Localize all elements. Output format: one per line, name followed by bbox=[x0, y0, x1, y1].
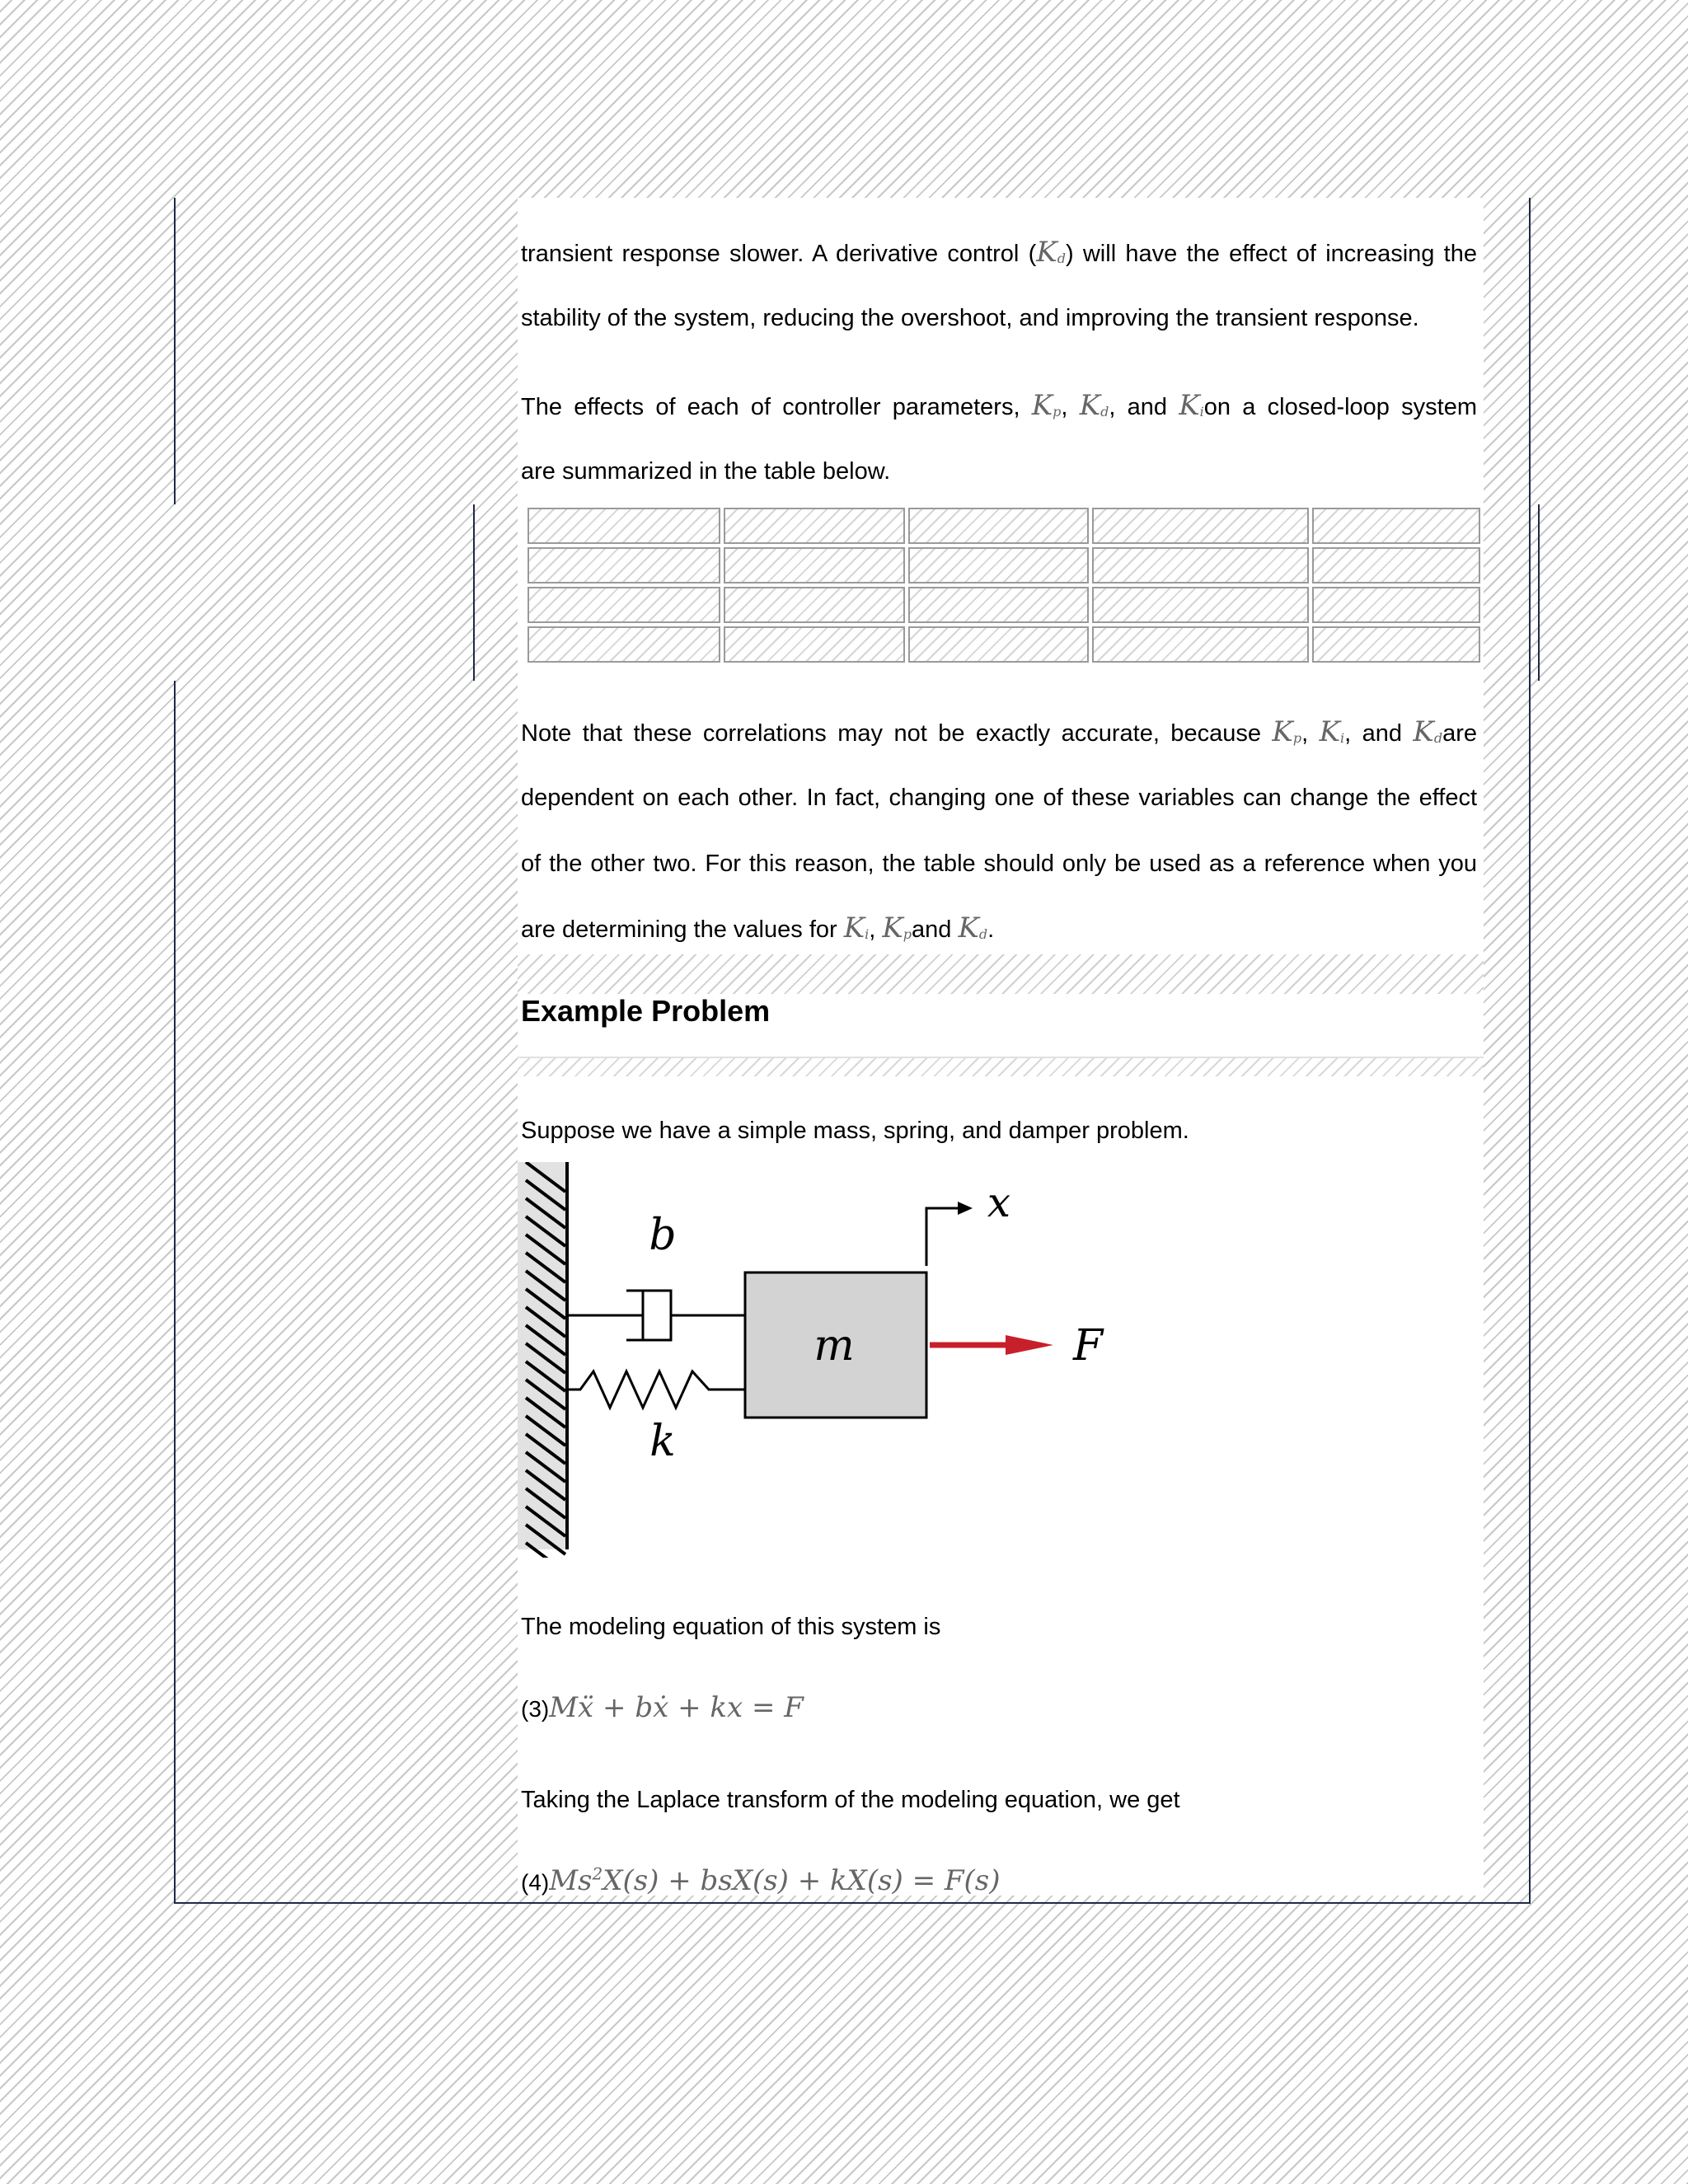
frame-left-top bbox=[174, 198, 176, 504]
math-ki: $K_i$ bbox=[1179, 389, 1204, 422]
math-kp: $K_p$ bbox=[1031, 389, 1062, 422]
paragraph-derivative-line2: stability of the system, reducing the overshoot, and improving the transient response. bbox=[521, 305, 1419, 331]
label-m: m bbox=[814, 1321, 855, 1371]
heading-divider bbox=[518, 1057, 1484, 1076]
mass-spring-damper-diagram bbox=[518, 1162, 1111, 1558]
force-arrow bbox=[930, 1335, 1053, 1355]
paragraph-note-line4: are determining the values for $K_i$, $K_pand$ $K_d$. bbox=[521, 912, 995, 944]
math-kd: $K_d$ bbox=[1413, 715, 1443, 748]
paragraph-effects-line2: are summarized in the table below. bbox=[521, 458, 891, 485]
table-row bbox=[528, 547, 1480, 583]
table-row bbox=[528, 587, 1480, 623]
equation-number: (4) bbox=[521, 1869, 550, 1896]
text: transient response slower. A derivative control ( bbox=[521, 241, 1037, 267]
paragraph-laplace: Taking the Laplace transform of the modeling equation, we get bbox=[521, 1787, 1180, 1813]
equation-3 bbox=[521, 1691, 1477, 1726]
paragraph-effects: The effects of each of controller parameters, $K_p$, $K_d$, and $K_ion$ a closed-loop system bbox=[521, 389, 1478, 422]
section-heading: Example Problem bbox=[521, 994, 771, 1028]
math-kp: $K_p$ bbox=[882, 912, 912, 944]
math-kd: $K_d$ bbox=[1036, 236, 1066, 269]
equation-expression: Mẍ + bẋ + kx = F bbox=[549, 1691, 804, 1724]
label-k: k bbox=[649, 1417, 676, 1466]
paragraph-modeling: The modeling equation of this system is bbox=[521, 1614, 941, 1640]
paragraph-note: Note that these correlations may not be exactly accurate, because $K_p$, $K_i$, and $K_dare$ bbox=[521, 715, 1477, 748]
equation-4 bbox=[521, 1858, 1477, 1899]
article-content bbox=[518, 198, 1484, 1896]
frame-bottom bbox=[174, 1902, 1531, 1904]
wall bbox=[518, 1162, 567, 1558]
math-ki: $K_i$ bbox=[1319, 715, 1345, 748]
paragraph-note-line3: of the other two. For this reason, the table should only be used as a reference when you bbox=[521, 851, 1477, 877]
equation-expression: $Ms^2X(s) + bsX(s) + kX(s) = F(s)$ bbox=[549, 1864, 1001, 1898]
paragraph-suppose: Suppose we have a simple mass, spring, and damper problem. bbox=[521, 1118, 1189, 1144]
table-row bbox=[528, 508, 1480, 544]
math-ki: $K_i$ bbox=[843, 912, 870, 944]
text: ) will have the effect of increasing the bbox=[1065, 241, 1477, 267]
paragraph-note-line2: dependent on each other. In fact, changing one of these variables can change the effect bbox=[521, 785, 1477, 811]
table-row bbox=[528, 626, 1480, 663]
math-kd: $K_d$ bbox=[1079, 389, 1109, 422]
summary-table bbox=[524, 504, 1484, 666]
hatch-band bbox=[518, 954, 1484, 994]
label-x: x bbox=[987, 1179, 1011, 1226]
equation-number: (3) bbox=[521, 1696, 550, 1722]
frame-left-bottom bbox=[174, 681, 176, 1904]
label-b: b bbox=[649, 1211, 677, 1260]
math-kp: $K_p$ bbox=[1272, 715, 1302, 748]
label-F: F bbox=[1072, 1321, 1104, 1371]
spring bbox=[567, 1371, 745, 1408]
table-frame-right bbox=[1538, 504, 1540, 681]
damper bbox=[567, 1291, 745, 1340]
frame-right bbox=[1529, 198, 1531, 1904]
math-kd: $K_d$ bbox=[958, 912, 988, 944]
position-arrow bbox=[926, 1202, 973, 1266]
paragraph-derivative bbox=[521, 236, 1477, 275]
table-frame-left bbox=[473, 504, 475, 681]
